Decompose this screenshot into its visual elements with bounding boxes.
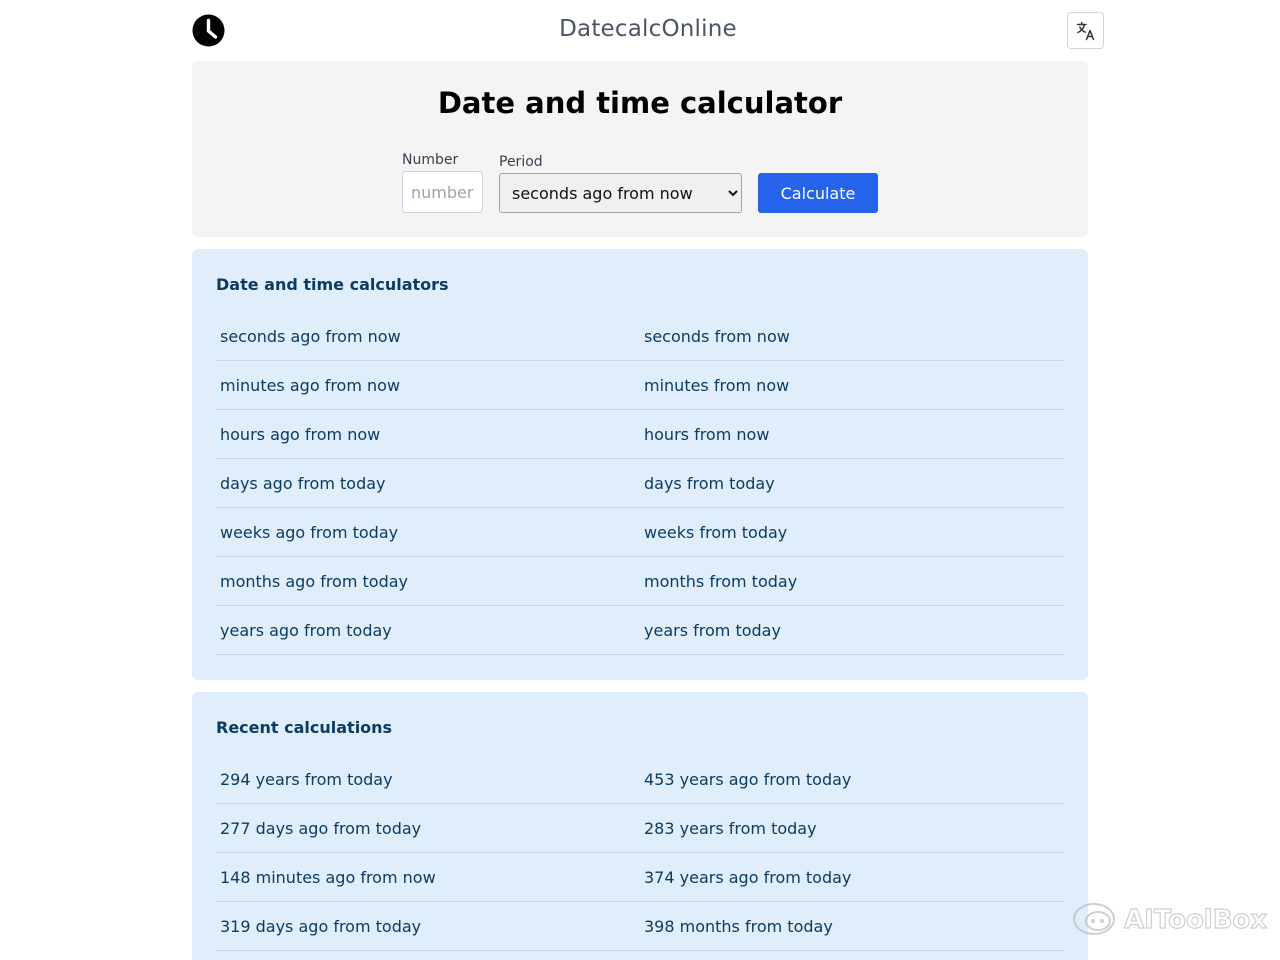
language-button[interactable] bbox=[1067, 12, 1104, 49]
calculator-link[interactable]: seconds from now bbox=[640, 312, 1064, 361]
calculate-button[interactable]: Calculate bbox=[758, 173, 878, 213]
calculator-link[interactable]: weeks from today bbox=[640, 508, 1064, 557]
calculators-heading: Date and time calculators bbox=[216, 275, 449, 294]
calculators-list bbox=[216, 312, 1064, 655]
number-input[interactable] bbox=[402, 171, 483, 213]
calculator-link[interactable]: minutes ago from now bbox=[216, 361, 640, 410]
page-title: Date and time calculator bbox=[437, 86, 843, 120]
header bbox=[192, 0, 1104, 61]
recent-heading: Recent calculations bbox=[216, 718, 393, 737]
calculator-link[interactable]: years from today bbox=[640, 606, 1064, 655]
recent-link[interactable]: 453 years ago from today bbox=[640, 755, 1064, 804]
calculator-box bbox=[192, 61, 1088, 237]
recent-link[interactable]: 319 days ago from today bbox=[216, 902, 640, 951]
recent-panel bbox=[192, 692, 1088, 960]
calculator-link[interactable]: months ago from today bbox=[216, 557, 640, 606]
recent-list bbox=[216, 755, 1064, 951]
watermark-text: AIToolBox bbox=[1124, 905, 1268, 935]
recent-link[interactable]: 277 days ago from today bbox=[216, 804, 640, 853]
period-label: Period bbox=[499, 154, 543, 170]
calculator-link[interactable]: hours ago from now bbox=[216, 410, 640, 459]
calculator-link[interactable]: seconds ago from now bbox=[216, 312, 640, 361]
recent-link[interactable]: 148 minutes ago from now bbox=[216, 853, 640, 902]
calculators-panel bbox=[192, 249, 1088, 680]
calculator-link[interactable]: minutes from now bbox=[640, 361, 1064, 410]
chat-bubble-icon bbox=[1072, 901, 1118, 939]
translate-icon bbox=[1076, 21, 1096, 41]
number-label: Number bbox=[402, 152, 459, 168]
period-select[interactable] bbox=[499, 173, 742, 213]
recent-link[interactable]: 294 years from today bbox=[216, 755, 640, 804]
calculator-link[interactable]: days from today bbox=[640, 459, 1064, 508]
calculator-link[interactable]: days ago from today bbox=[216, 459, 640, 508]
site-title[interactable]: DatecalcOnline bbox=[559, 16, 737, 42]
watermark bbox=[1072, 900, 1267, 940]
calculator-link[interactable]: years ago from today bbox=[216, 606, 640, 655]
calculator-link[interactable]: weeks ago from today bbox=[216, 508, 640, 557]
calculator-link[interactable]: hours from now bbox=[640, 410, 1064, 459]
recent-link[interactable]: 374 years ago from today bbox=[640, 853, 1064, 902]
recent-link[interactable]: 398 months from today bbox=[640, 902, 1064, 951]
recent-link[interactable]: 283 years from today bbox=[640, 804, 1064, 853]
calculator-link[interactable]: months from today bbox=[640, 557, 1064, 606]
